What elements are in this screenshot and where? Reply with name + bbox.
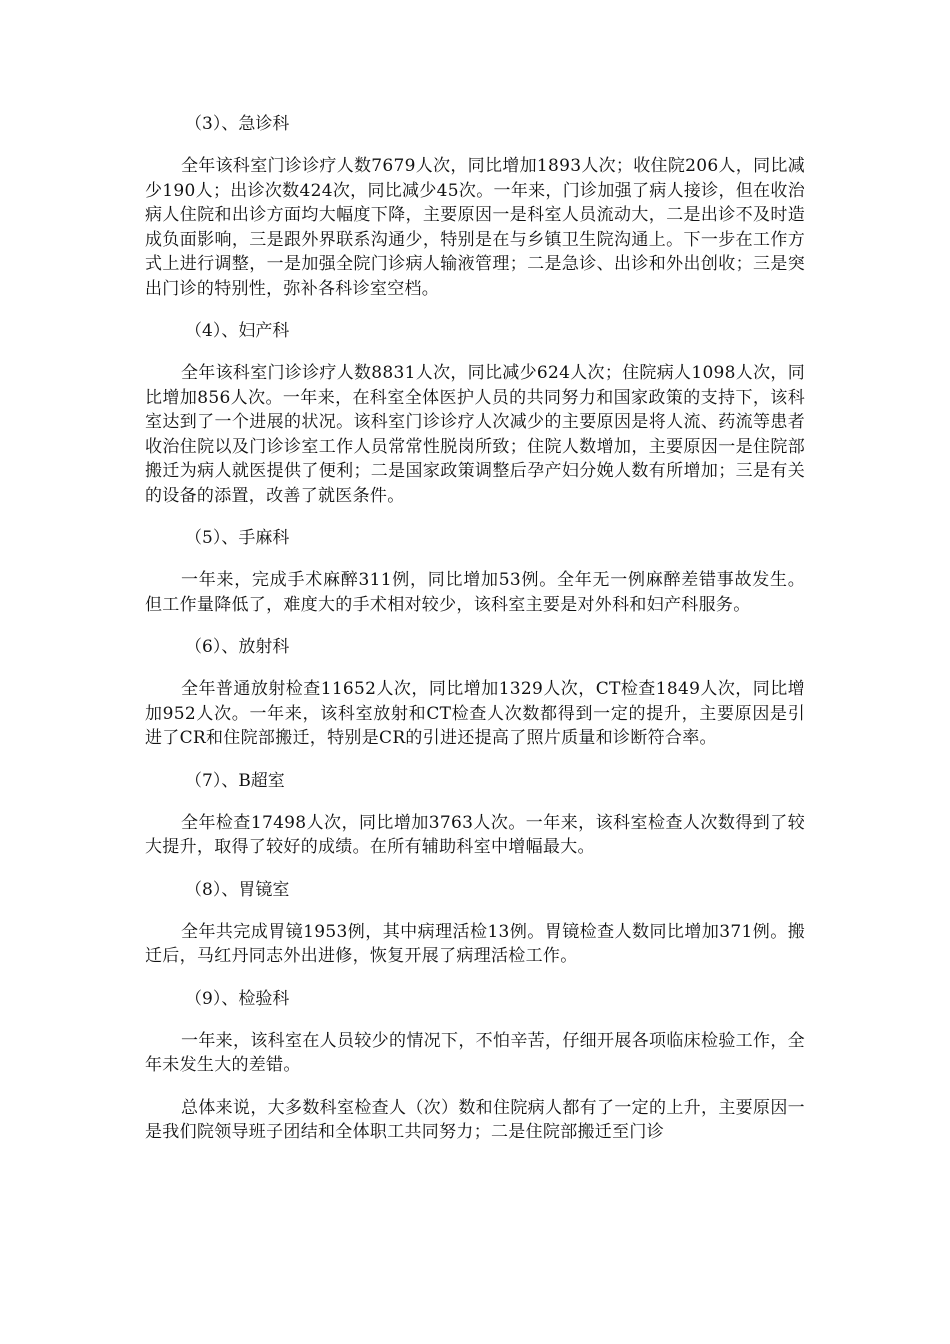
section-body-radiology: 全年普通放射检查11652人次，同比增加1329人次，CT检查1849人次，同比增加952人次。一年来，该科室放射和CT检查人次数都得到一定的提升，主要原因是引进了CR和住院部搬迁，特别是CR的引进还提高了照片质量和诊断符合率。 [145, 679, 805, 748]
summary-paragraph: 总体来说，大多数科室检查人（次）数和住院病人都有了一定的上升，主要原因一是我们院领导班子团结和全体职工共同努力；二是住院部搬迁至门诊 [145, 1097, 805, 1142]
section-body-emergency: 全年该科室门诊诊疗人数7679人次，同比增加1893人次；收住院206人，同比减少190人；出诊次数424次，同比减少45次。一年来，门诊加强了病人接诊，但在收治病人住院和出诊方面均大幅度下降，主要原因一是科室人员流动大，二是出诊不及时造成负面影响，三是跟外界联系沟通少，特别是在与乡镇卫生院沟通上。下一步在工作方式上进行调整，一是加强全院门诊病人输液管理；二是急诊、出诊和外出创收；三是突出门诊的特别性，弥补各科诊室空档。 [145, 156, 805, 299]
section-heading-gastroscopy: （8）、胃镜室 [185, 879, 290, 900]
section-heading-laboratory: （9）、检验科 [185, 988, 290, 1009]
section-heading-ultrasound: （7）、B超室 [185, 770, 285, 791]
section-body-ultrasound: 全年检查17498人次，同比增加3763人次。一年来，该科室检查人次数得到了较大提升，取得了较好的成绩。在所有辅助科室中增幅最大。 [145, 812, 805, 857]
section-heading-radiology: （6）、放射科 [185, 637, 290, 657]
section-heading-emergency: （3）、急诊科 [185, 114, 290, 134]
section-heading-obstetrics: （4）、妇产科 [185, 321, 290, 341]
section-body-laboratory: 一年来，该科室在人员较少的情况下，不怕辛苦，仔细开展各项临床检验工作，全年未发生大的差错。 [145, 1030, 805, 1075]
section-body-gastroscopy: 全年共完成胃镜1953例，其中病理活检13例。胃镜检查人数同比增加371例。搬迁后，马红丹同志外出进修，恢复开展了病理活检工作。 [145, 921, 805, 966]
section-body-obstetrics: 全年该科室门诊诊疗人数8831人次，同比减少624人次；住院病人1098人次，同比增加856人次。一年来，在科室全体医护人员的共同努力和国家政策的支持下，该科室达到了一个进展的状况。该科室门诊诊疗人次减少的主要原因是将人流、药流等患者收治住院以及门诊诊室工作人员常常性脱岗所致；住院人数增加，主要原因一是住院部搬迁为病人就医提供了便利；二是国家政策调整后孕产妇分娩人数有所增加；三是有关的设备的添置，改善了就医条件。 [145, 363, 805, 506]
section-heading-anesthesia: （5）、手麻科 [185, 528, 290, 548]
section-body-anesthesia: 一年来，完成手术麻醉311例，同比增加53例。全年无一例麻醉差错事故发生。但工作量降低了，难度大的手术相对较少，该科室主要是对外科和妇产科服务。 [145, 570, 805, 615]
document-body [145, 112, 805, 1163]
